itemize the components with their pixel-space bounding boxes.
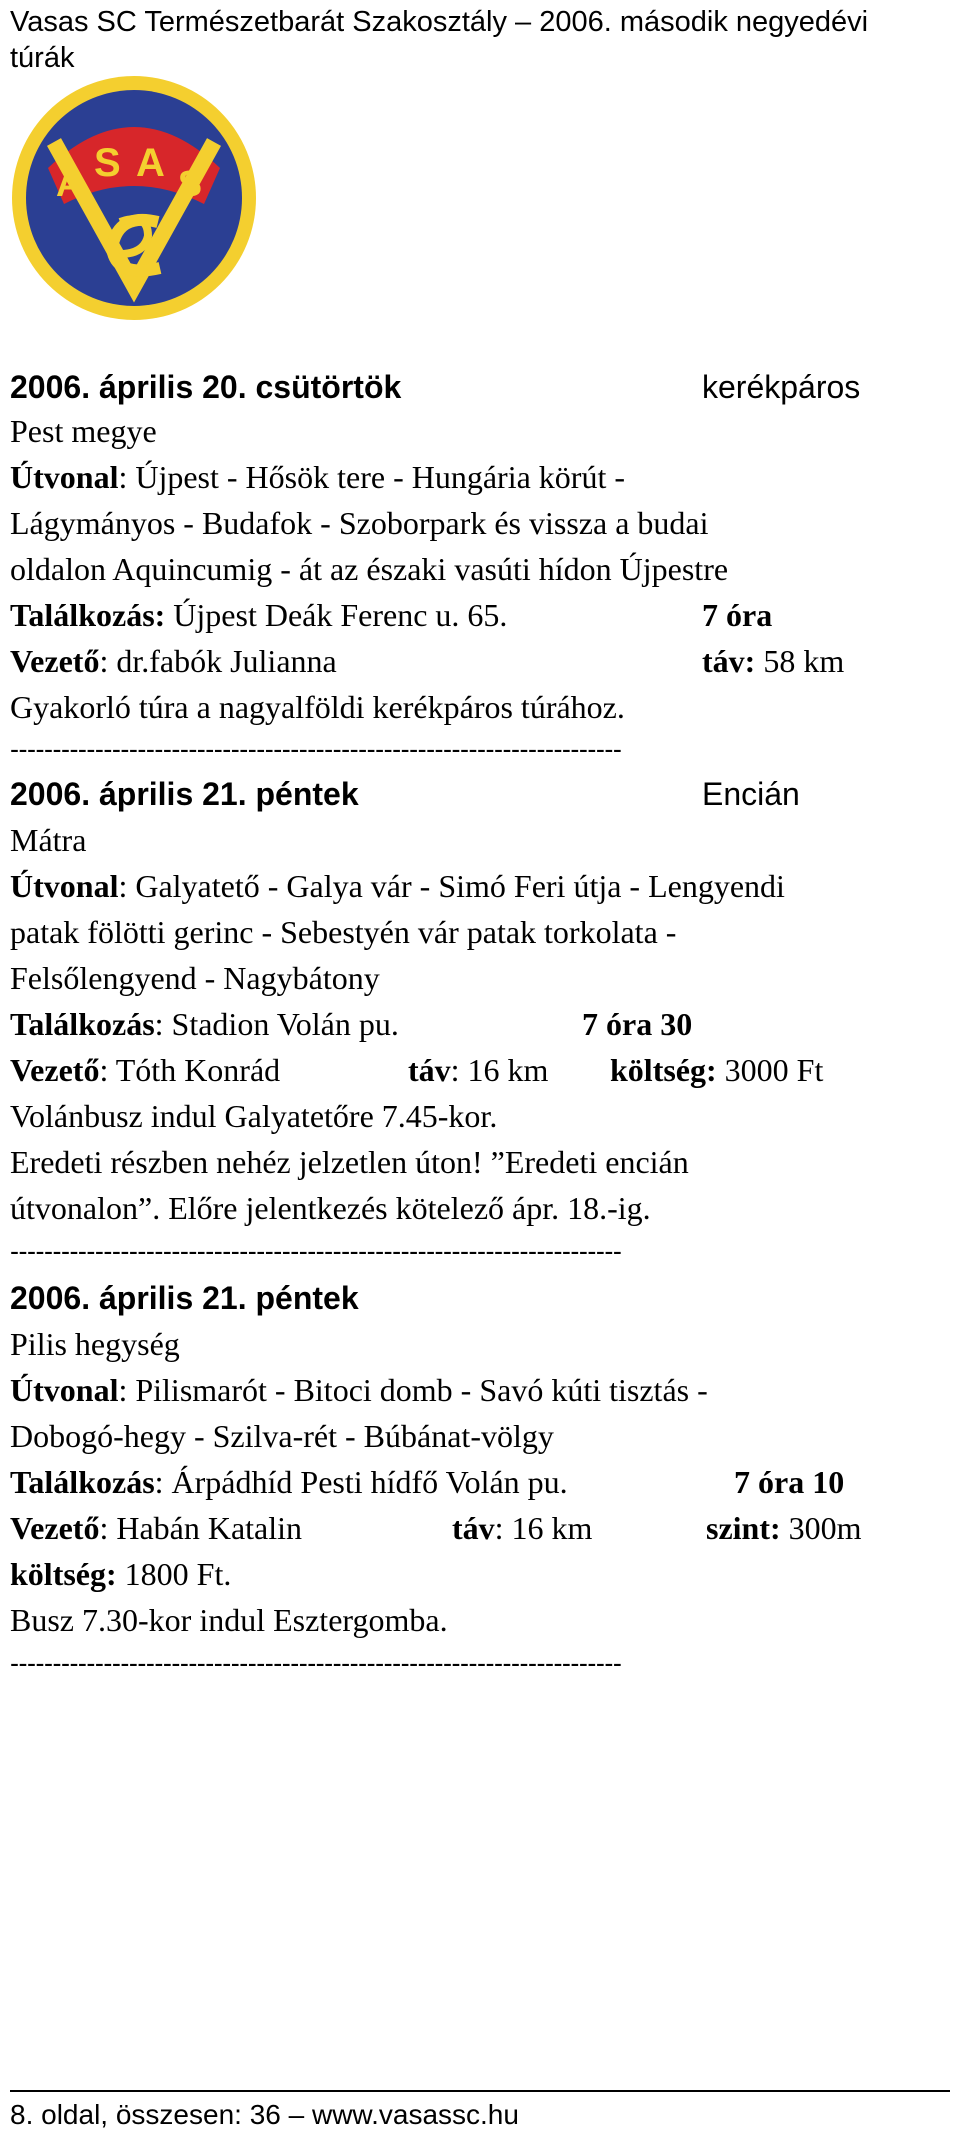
tour-2-type: Encián: [702, 776, 800, 812]
separator-1: ------------------------------------------------------------------------: [10, 734, 622, 764]
tour-2-meeting: Találkozás: Stadion Volán pu.: [10, 1006, 399, 1042]
tour-3-time: 7 óra 10: [734, 1464, 845, 1500]
tour-3-region: Pilis hegység: [10, 1326, 180, 1362]
tour-3-header: [10, 1280, 359, 1317]
tour-2-note-3: útvonalon”. Előre jelentkezés kötelező ápr. 18.-ig.: [10, 1190, 651, 1226]
tour-1-type: kerékpáros: [702, 369, 861, 405]
tour-2-note-1: Volánbusz indul Galyatetőre 7.45-kor.: [10, 1098, 498, 1134]
tour-1-note: Gyakorló túra a nagyalföldi kerékpáros túrához.: [10, 689, 625, 725]
separator-2: ------------------------------------------------------------------------: [10, 1236, 622, 1266]
tour-1-distance: táv: 58 km: [702, 643, 845, 679]
tour-3-date: 2006. április 21. péntek: [10, 1280, 359, 1316]
tour-2-time: 7 óra 30: [582, 1006, 693, 1042]
svg-text:S: S: [94, 141, 121, 185]
tour-1-time: 7 óra: [702, 597, 773, 633]
leader-label: Vezető: [10, 643, 100, 679]
tour-3-distance: táv: 16 km: [452, 1510, 593, 1546]
tour-2-distance: táv: 16 km: [408, 1052, 549, 1088]
tour-3-route-line-2: Dobogó-hegy - Szilva-rét - Búbánat-völgy: [10, 1418, 554, 1454]
tour-2-cost: költség: 3000 Ft: [610, 1052, 824, 1088]
route-label: Útvonal: [10, 459, 119, 495]
vasas-logo: [8, 72, 260, 324]
svg-text:A: A: [136, 141, 165, 185]
svg-text:S: S: [178, 163, 203, 204]
tour-3-elevation: szint: 300m: [706, 1510, 862, 1546]
document-title: Vasas SC Természetbarát Szakosztály – 2006. második negyedévi túrák: [10, 6, 869, 74]
tour-1-route-line-3: oldalon Aquincumig - át az északi vasúti hídon Újpestre: [10, 551, 729, 587]
tour-1-region: Pest megye: [10, 413, 157, 449]
tour-2-header: [10, 776, 359, 813]
tour-3-route-line-1: Útvonal: Pilismarót - Bitoci domb - Savó kúti tisztás -: [10, 1372, 708, 1408]
tour-3-cost: költség: 1800 Ft.: [10, 1556, 232, 1592]
tour-1-route-line-1: Útvonal: Újpest - Hősök tere - Hungária körút -: [10, 459, 625, 495]
tour-3-leader: Vezető: Habán Katalin: [10, 1510, 303, 1546]
tour-2-route-line-3: Felsőlengyend - Nagybátony: [10, 960, 380, 996]
separator-3: ------------------------------------------------------------------------: [10, 1648, 622, 1678]
tour-2-route-line-2: patak fölötti gerinc - Sebestyén vár patak torkolata -: [10, 914, 677, 950]
tour-1-leader: Vezető: dr.fabók Julianna: [10, 643, 337, 679]
tour-2-note-2: Eredeti részben nehéz jelzetlen úton! ”Eredeti encián: [10, 1144, 689, 1180]
tour-1-meeting: Találkozás: Újpest Deák Ferenc u. 65.: [10, 597, 508, 633]
svg-text:A: A: [56, 163, 82, 204]
page-footer: 8. oldal, összesen: 36 – www.vasassc.hu: [10, 2099, 519, 2130]
tour-1-date: 2006. április 20. csütörtök: [10, 369, 402, 405]
tour-3-note: Busz 7.30-kor indul Esztergomba.: [10, 1602, 448, 1638]
tour-2-date: 2006. április 21. péntek: [10, 776, 359, 812]
tour-3-meeting: Találkozás: Árpádhíd Pesti hídfő Volán pu.: [10, 1464, 568, 1500]
footer-rule: [10, 2090, 950, 2092]
meeting-label: Találkozás: [10, 597, 155, 633]
tour-1-route-line-2: Lágymányos - Budafok - Szoborpark és vissza a budai: [10, 505, 709, 541]
tour-1-header: [10, 369, 401, 406]
tour-2-leader: Vezető: Tóth Konrád: [10, 1052, 281, 1088]
tour-2-region: Mátra: [10, 822, 87, 858]
tour-2-route-line-1: Útvonal: Galyatető - Galya vár - Simó Feri útja - Lengyendi: [10, 868, 785, 904]
